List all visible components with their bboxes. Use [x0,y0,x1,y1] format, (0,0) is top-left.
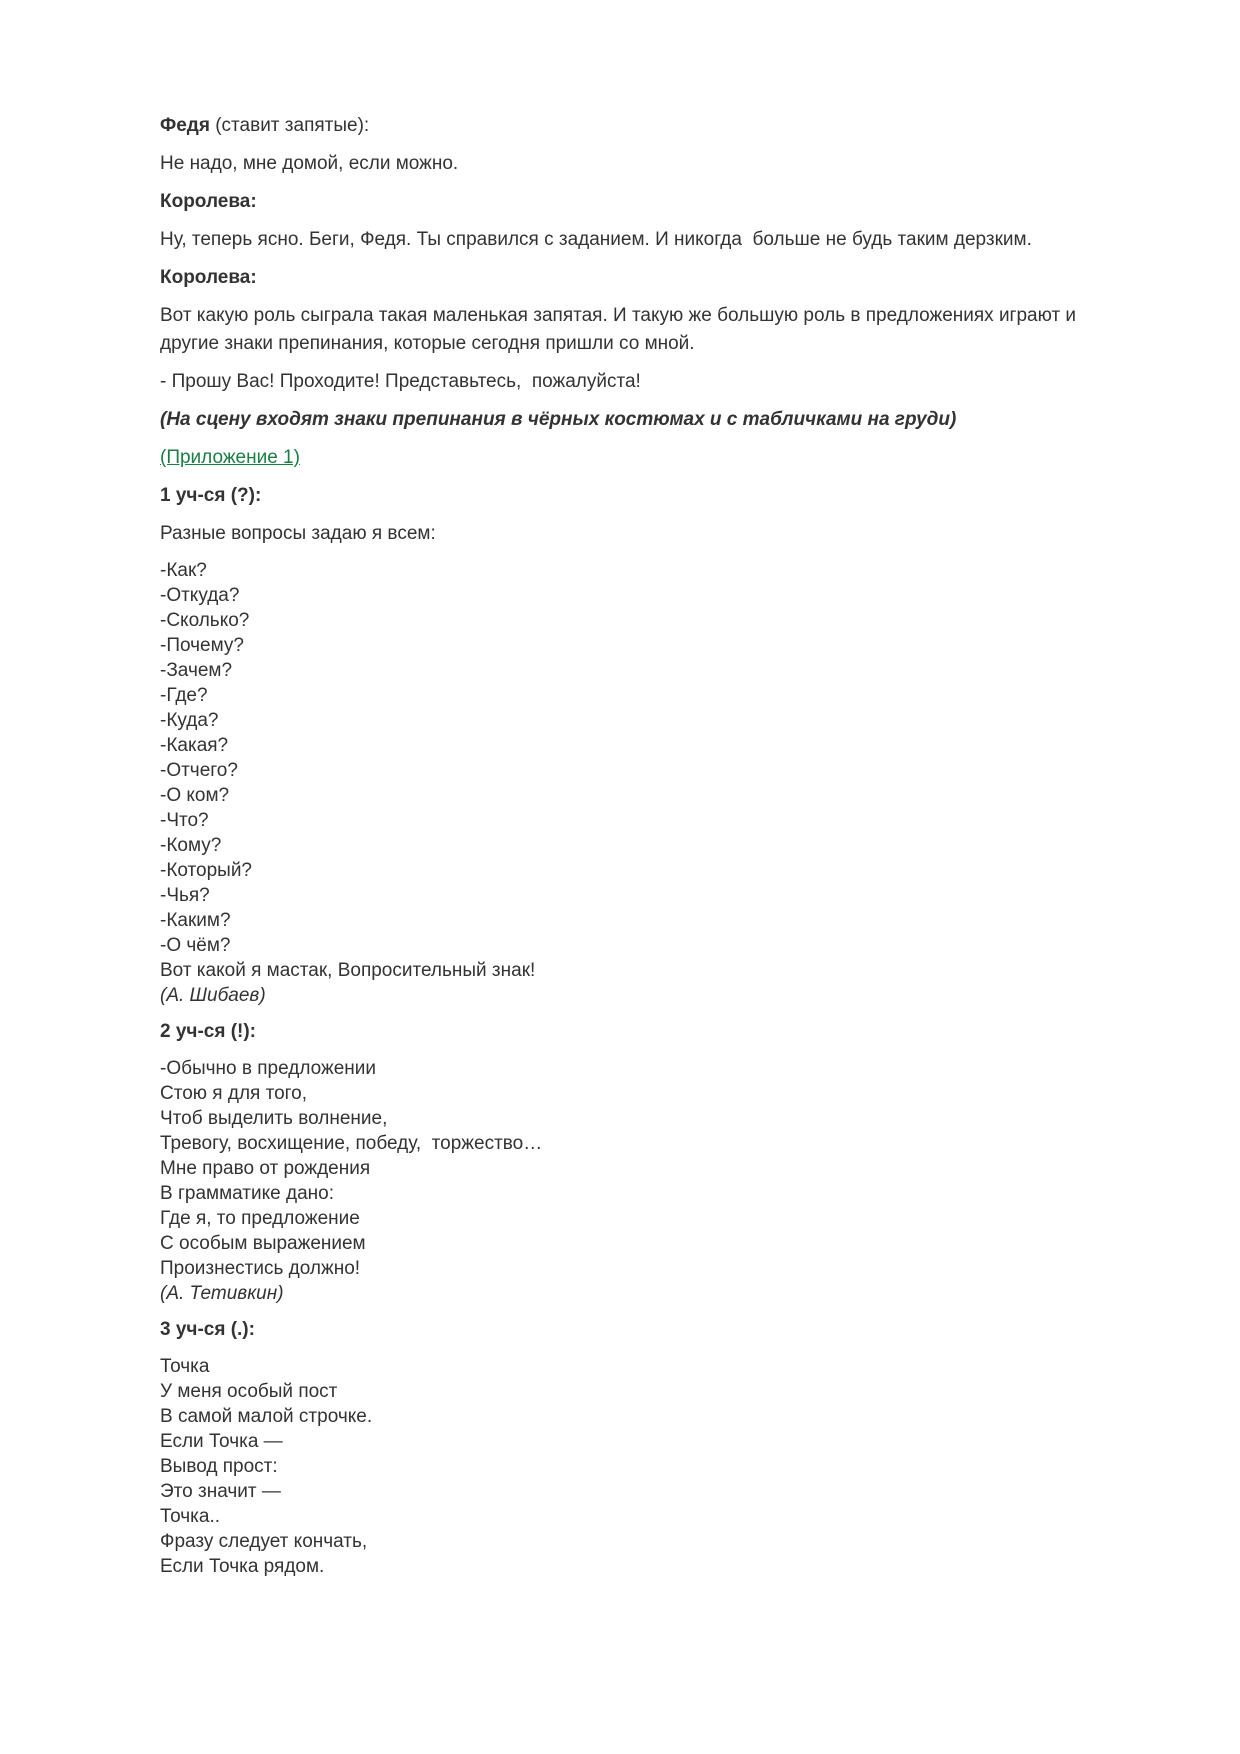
dialogue-queen-2: Вот какую роль сыграла такая маленькая запятая. И такую же большую роль в предложениях играют и другие знаки препинания, которые сегодня пришли со мной. [160,305,1082,354]
student-2-heading: 2 уч-ся (!): [160,1021,257,1042]
speaker-heading-queen-1: Королева: [160,191,257,212]
dialogue-queen-1: Ну, теперь ясно. Беги, Федя. Ты справился с заданием. И никогда больше не будь таким дерзким. [160,229,1032,250]
poem-line: -Каким? [160,910,231,931]
poem-exclamation-mark [160,1056,1110,1306]
poem-line: -Какая? [160,735,229,756]
student-3-heading: 3 уч-ся (.): [160,1319,255,1340]
poem-line: Произнестись должно! [160,1258,361,1279]
poem-line: -Что? [160,810,209,831]
poem-line: Это значит — [160,1481,281,1502]
poem-line: Вывод прост: [160,1456,278,1477]
poem-line: -Куда? [160,710,219,731]
dialogue-fedya: Не надо, мне домой, если можно. [160,153,459,174]
poem-line: -Почему? [160,635,244,656]
poem-line: -Отчего? [160,760,238,781]
poem-line: -Зачем? [160,660,233,681]
poem-attribution: (А. Шибаев) [160,985,266,1006]
poem-line: -Откуда? [160,585,240,606]
student-1-heading: 1 уч-ся (?): [160,485,262,506]
poem-attribution: (А. Тетивкин) [160,1283,284,1304]
poem-line: Точка.. [160,1506,221,1527]
poem-line: -Сколько? [160,610,250,631]
poem-line: В грамматике дано: [160,1183,334,1204]
stage-direction: (На сцену входят знаки препинания в чёрных костюмах и с табличками на груди) [160,409,957,430]
poem-line: Если Точка — [160,1431,283,1452]
poem-line: -Который? [160,860,253,881]
poem-line: Точка [160,1356,210,1377]
poem-line: С особым выражением [160,1233,366,1254]
poem-period [160,1354,1110,1579]
poem-line: Тревогу, восхищение, победу, торжество… [160,1133,543,1154]
appendix-link-line [160,444,1110,472]
speaker-line-fedya [160,112,1110,140]
poem-line: Фразу следует кончать, [160,1531,368,1552]
poem-line: -Обычно в предложении [160,1058,376,1079]
student-1-intro: Разные вопросы задаю я всем: [160,523,436,544]
poem-line: -О чём? [160,935,231,956]
poem-line: Вот какой я мастак, Вопросительный знак! [160,960,536,981]
dialogue-invite: - Прошу Вас! Проходите! Представьтесь, пожалуйста! [160,371,641,392]
poem-line: Чтоб выделить волнение, [160,1108,388,1129]
speaker-heading-queen-2: Королева: [160,267,257,288]
speaker-name-fedya: Федя [160,115,210,136]
poem-line: Стою я для того, [160,1083,308,1104]
poem-line: -Как? [160,560,207,581]
poem-line: -Кому? [160,835,222,856]
poem-line: У меня особый пост [160,1381,338,1402]
speaker-fedya-remark: (ставит запятые): [209,115,370,136]
poem-line: -Где? [160,685,208,706]
poem-line: -Чья? [160,885,210,906]
poem-line: Где я, то предложение [160,1208,360,1229]
poem-line: -О ком? [160,785,230,806]
poem-line: В самой малой строчке. [160,1406,373,1427]
appendix-1-link[interactable]: (Приложение 1) [160,447,300,468]
poem-line: Мне право от рождения [160,1158,371,1179]
poem-question-mark [160,558,1110,1008]
poem-line: Если Точка рядом. [160,1556,325,1577]
